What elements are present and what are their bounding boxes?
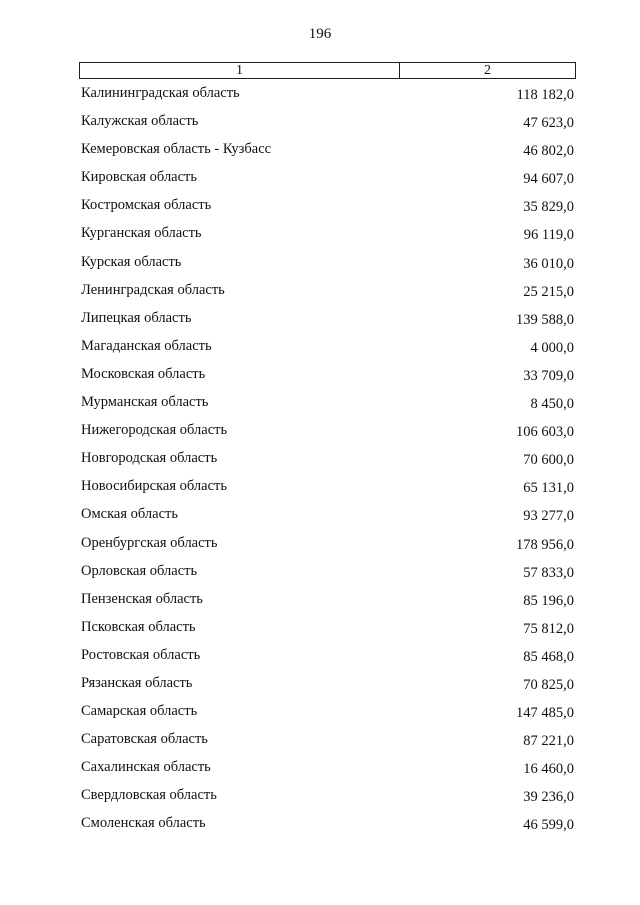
table-row [79, 85, 576, 113]
region-value: 4 000,0 [530, 339, 574, 356]
region-value: 70 825,0 [523, 676, 574, 693]
region-name: Ростовская область [81, 646, 201, 663]
region-name: Магаданская область [81, 337, 212, 354]
region-value: 46 599,0 [523, 817, 574, 834]
region-name: Смоленская область [81, 815, 206, 832]
table-row [79, 310, 576, 338]
region-name: Московская область [81, 365, 206, 382]
region-name: Пензенская область [81, 590, 203, 607]
region-name: Новосибирская область [81, 478, 227, 495]
region-value: 47 623,0 [523, 115, 574, 132]
table-row [79, 731, 576, 759]
region-value: 57 833,0 [523, 564, 574, 581]
region-name: Саратовская область [81, 731, 208, 748]
table-row [79, 338, 576, 366]
table-row [79, 703, 576, 731]
region-value: 16 460,0 [523, 761, 574, 778]
table-row [79, 254, 576, 282]
region-name: Нижегородская область [81, 422, 228, 439]
region-value: 85 196,0 [523, 592, 574, 609]
table-row [79, 759, 576, 787]
table-row [79, 141, 576, 169]
region-name: Мурманская область [81, 394, 209, 411]
region-value: 118 182,0 [516, 87, 574, 103]
region-name: Новгородская область [81, 450, 218, 467]
region-name: Костромская область [81, 197, 212, 214]
table-row [79, 506, 576, 534]
table-row [79, 450, 576, 478]
region-name: Орловская область [81, 562, 198, 579]
table-row [79, 563, 576, 591]
region-name: Калужская область [81, 113, 199, 130]
region-name: Оренбургская область [81, 534, 218, 551]
region-name: Ленинградская область [81, 281, 225, 298]
region-value: 178 956,0 [516, 536, 574, 553]
region-value: 25 215,0 [523, 283, 574, 300]
page-number: 196 [308, 26, 332, 42]
region-name: Кировская область [81, 169, 198, 186]
table-row [79, 197, 576, 225]
region-value: 46 802,0 [523, 143, 574, 160]
region-value: 36 010,0 [523, 255, 574, 272]
region-value: 70 600,0 [523, 452, 574, 469]
region-name: Свердловская область [81, 787, 217, 804]
table-header [79, 62, 576, 79]
region-value: 35 829,0 [523, 199, 574, 216]
region-value: 139 588,0 [516, 311, 574, 328]
region-name: Сахалинская область [81, 759, 211, 776]
region-name: Самарская область [81, 703, 198, 720]
table-row [79, 591, 576, 619]
region-value: 8 450,0 [530, 396, 574, 413]
region-value: 85 468,0 [523, 648, 574, 665]
region-value: 87 221,0 [523, 733, 574, 750]
region-name: Кемеровская область - Кузбасс [81, 141, 272, 158]
region-name: Курганская область [81, 225, 202, 242]
region-name: Калининградская область [81, 85, 240, 101]
table-row [79, 478, 576, 506]
column-header-2: 2 [484, 63, 491, 78]
region-value: 65 131,0 [523, 480, 574, 497]
region-value: 147 485,0 [516, 705, 574, 722]
region-value: 94 607,0 [523, 171, 574, 188]
region-value: 93 277,0 [523, 508, 574, 525]
table-row [79, 815, 576, 843]
table-row [79, 619, 576, 647]
table-row [79, 282, 576, 310]
table-row [79, 366, 576, 394]
table-row [79, 169, 576, 197]
region-value: 106 603,0 [516, 424, 574, 441]
region-name: Курская область [81, 253, 182, 270]
table-row [79, 113, 576, 141]
region-name: Липецкая область [81, 309, 192, 326]
region-value: 75 812,0 [523, 620, 574, 637]
table-row [79, 422, 576, 450]
table-row [79, 225, 576, 253]
region-name: Рязанская область [81, 674, 193, 691]
region-value: 33 709,0 [523, 367, 574, 384]
table-row [79, 394, 576, 422]
table-row [79, 647, 576, 675]
region-name: Псковская область [81, 618, 196, 635]
region-value: 39 236,0 [523, 789, 574, 806]
region-name: Омская область [81, 506, 178, 523]
table-row [79, 787, 576, 815]
region-value: 96 119,0 [523, 227, 574, 244]
table-row [79, 675, 576, 703]
column-header-1: 1 [80, 63, 400, 78]
table-body [79, 85, 576, 844]
table-row [79, 535, 576, 563]
